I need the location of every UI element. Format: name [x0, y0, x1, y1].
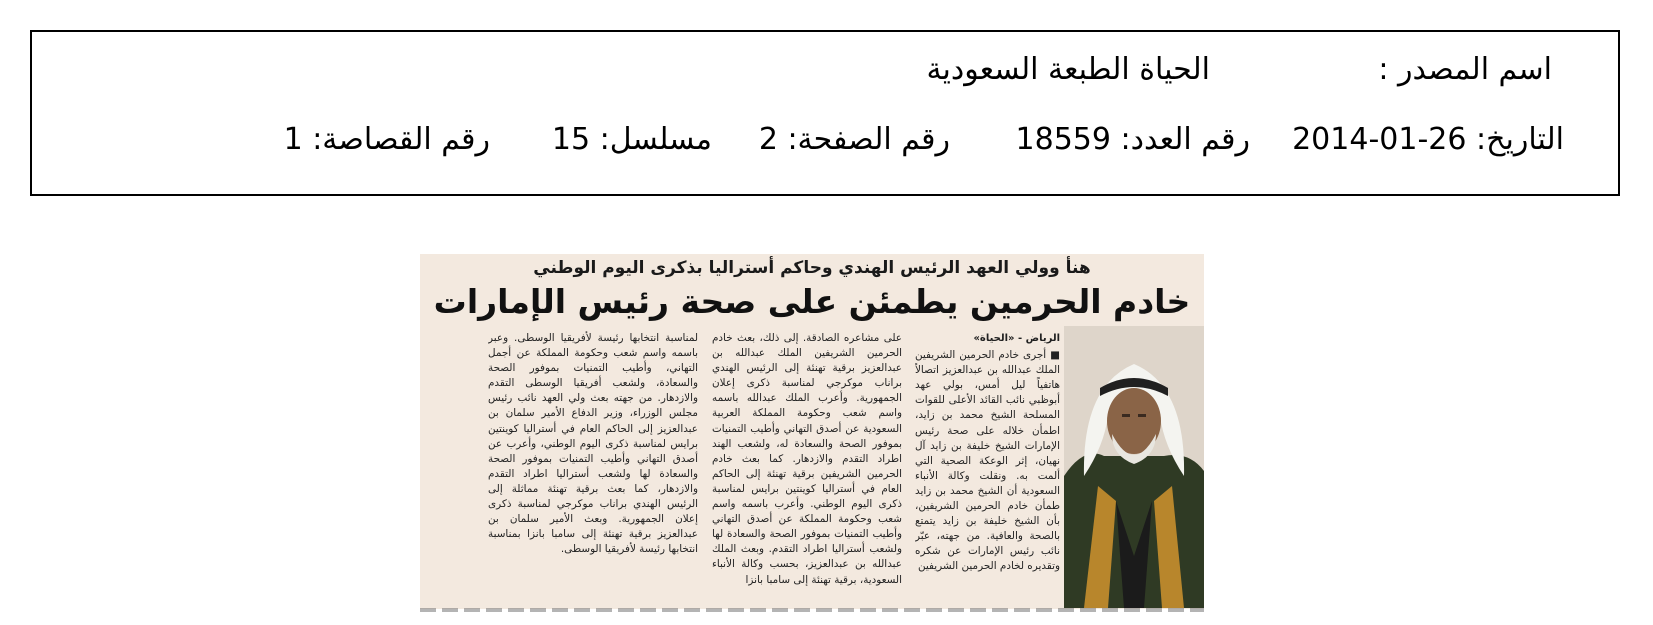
article-headline: خادم الحرمين يطمئن على صحة رئيس الإمارات	[433, 282, 1191, 321]
header-box	[30, 30, 1620, 196]
article-dateline: الرياض - «الحياة»	[973, 333, 1060, 344]
article-kicker: هنأ وولي العهد الرئيس الهندي وحاكم أستراليا بذكرى اليوم الوطني	[533, 258, 1091, 278]
article-column-1	[915, 331, 1060, 603]
column-1-text: ■ أجرى خادم الحرمين الشريفين الملك عبدالله بن عبدالعزيز اتصالاً هاتفياً ليل أمس، بولي عهد أبوظبي نائب القائد الأعلى للقوات المسلحة الشيخ محمد بن زايد، اطمأن خلاله على صحة رئيس الإمارات الشيخ خليفة بن زايد آل نهيان، إثر الوعكة الصحية التي ألمت به. ونقلت وكالة الأنباء السعودية أن الشيخ محمد بن زايد طمأن خادم الحرمين الشريفين، بأن الشيخ خليفة بن زايد يتمتع بالصحة والعافية. من جهته، عبّر نائب رئيس الإمارات عن شكره وتقديره لخادم الحرمين الشريفين	[915, 349, 1060, 573]
clip-number: رقم القصاصة: 1	[283, 122, 490, 157]
issue-number: رقم العدد: 18559	[1015, 122, 1250, 157]
serial-number: مسلسل: 15	[551, 122, 712, 157]
portrait-figure	[1064, 326, 1204, 608]
date-label: التاريخ: 26-01-2014	[1292, 122, 1564, 157]
portrait-photo	[1064, 326, 1204, 608]
source-value: الحياة الطبعة السعودية	[926, 52, 1210, 87]
article-column-3: لمناسبة انتخابها رئيسة لأفريقيا الوسطى. وعبر باسمه واسم شعب وحكومة المملكة عن أجمل التهاني، وأطيب التمنيات بموفور الصحة والسعادة، ولشعب أفريقيا الوسطى التقدم والازدهار. من جهته بعث ولي العهد نائب رئيس مجلس الوزراء، وزير الدفاع الأمير سلمان بن عبدالعزيز إلى الحاكم العام في أستراليا كوينتين برايس لمناسبة ذكرى اليوم الوطني، وأعرب عن أصدق التهاني وأطيب التمنيات بموفور الصحة والسعادة لها ولشعب أستراليا اطراد التقدم والازدهار، كما بعث برقية تهنئة مماثلة إلى الرئيس الهندي براناب موكرجي لمناسبة ذكرى إعلان الجمهورية. وبعث الأمير سلمان بن عبدالعزيز برقية تهنئة إلى سامبا بانزا بمناسبة انتخابها رئيسة لأفريقيا الوسطى.	[488, 332, 698, 556]
source-label: اسم المصدر :	[1378, 52, 1552, 87]
cut-off-text-strip	[420, 608, 1204, 612]
article-column-2: على مشاعره الصادقة. إلى ذلك، بعث خادم الحرمين الشريفين الملك عبدالله بن عبدالعزيز برقية تهنئة إلى الرئيس الهندي براناب موكرجي لمناسبة ذكرى إعلان الجمهورية. وأعرب الملك عبدالله باسمه واسم شعب وحكومة المملكة العربية السعودية عن أصدق التهاني وأطيب التمنيات بموفور الصحة والسعادة له، ولشعب الهند اطراد التقدم والازدهار. كما بعث خادم الحرمين الشريفين برقية تهنئة إلى الحاكم العام في أستراليا كوينتين برايس لمناسبة ذكرى اليوم الوطني. وأعرب باسمه واسم شعب وحكومة المملكة عن أصدق التهاني وأطيب التمنيات بموفور الصحة والسعادة لها ولشعب أستراليا اطراد التقدم. وبعث الملك عبدالله بن عبدالعزيز، بحسب وكالة الأنباء السعودية، برقية تهنئة إلى سامبا بانزا	[712, 332, 902, 586]
newspaper-clipping	[420, 254, 1204, 609]
page-number: رقم الصفحة: 2	[758, 122, 950, 157]
